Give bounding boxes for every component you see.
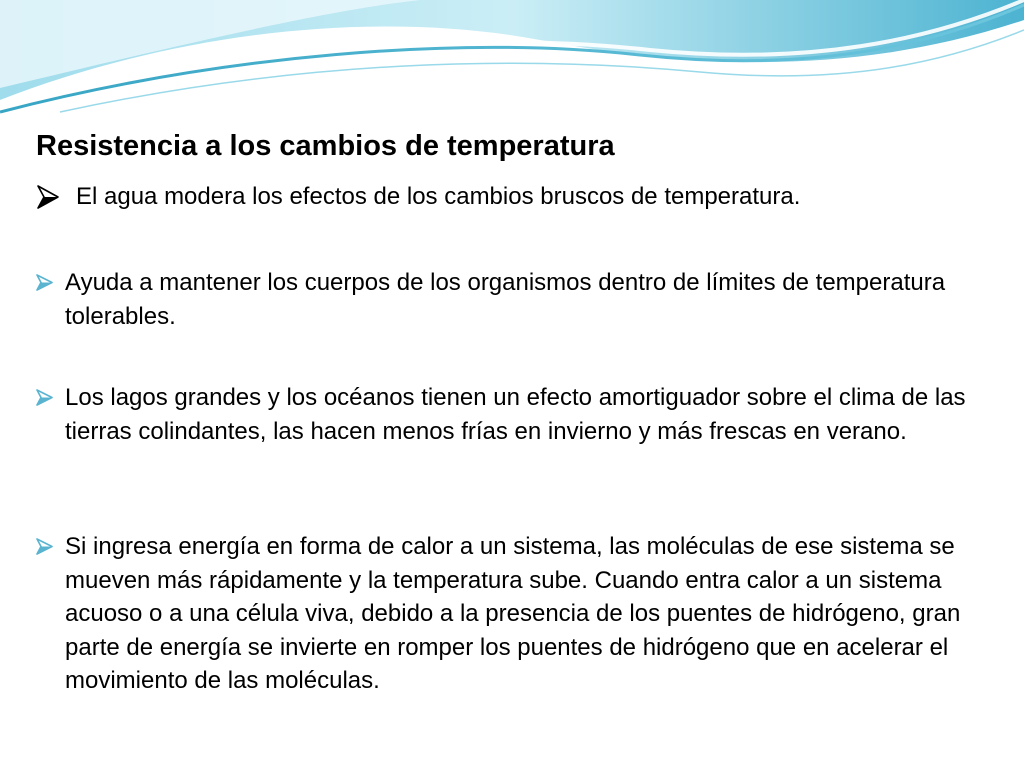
bullet-text: El agua modera los efectos de los cambios bruscos de temperatura. [76, 183, 801, 210]
bullet-text: Si ingresa energía en forma de calor a un sistema, las moléculas de ese sistema se mueven más rápidamente y la temperatura sube. Cuando entra calor a un sistema acuoso o a una célula viva, debido a la presencia de los puentes de hidrógeno, gran parte de energía se invierte en romper los puentes de hidrógeno que en acelerar el movimiento de las moléculas. [65, 533, 961, 694]
arrowhead-bullet-icon [36, 184, 60, 210]
bullet-item [65, 266, 995, 333]
bullet-item [65, 530, 995, 698]
wave-header-decoration [0, 0, 1024, 120]
slide-title: Resistencia a los cambios de temperatura [36, 130, 615, 162]
bullet-text: Los lagos grandes y los océanos tienen un efecto amortiguador sobre el clima de las tierras colindantes, las hacen menos frías en invierno y más frescas en verano. [65, 384, 966, 445]
arrowhead-bullet-icon [36, 389, 53, 406]
bullet-item [65, 381, 995, 448]
bullet-text: Ayuda a mantener los cuerpos de los organismos dentro de límites de temperatura tolerables. [65, 269, 946, 330]
bullet-item [76, 180, 1006, 214]
arrowhead-bullet-icon [36, 274, 53, 291]
arrowhead-bullet-icon [36, 538, 53, 555]
